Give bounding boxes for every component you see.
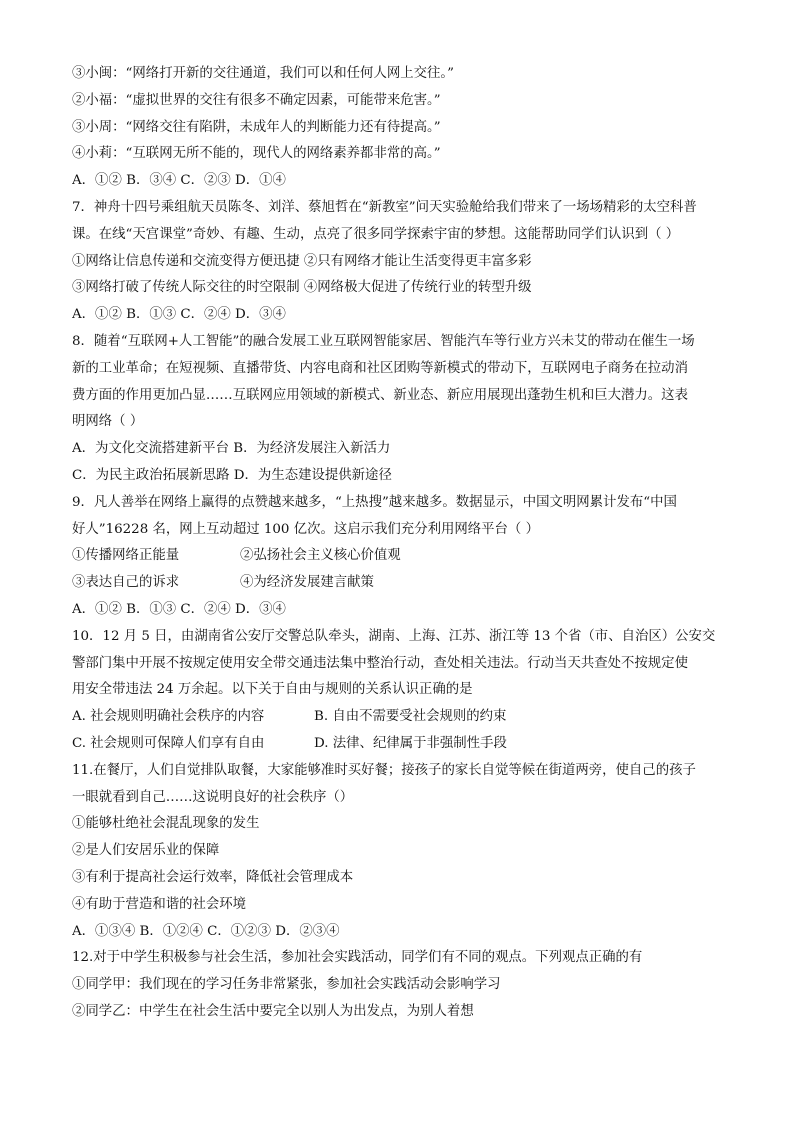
answer-options: A．①② B．③④ C．②③ D．①④ [72,173,286,189]
question-9-choice: ①传播网络正能量 [72,548,180,564]
answer-options: A．①② B．①③ C．②④ D．③④ [72,601,286,617]
question-9-choice: ④为经济发展建言献策 [240,575,374,591]
question-10-option: D. 法律、纪律属于非强制性手段 [314,735,507,751]
question-12-choice: ①同学甲：我们现在的学习任务非常紧张，参加社会实践活动会影响学习 [72,977,501,993]
question-9-choice: ③表达自己的诉求 [72,575,180,591]
question-11-stem: 一眼就看到自己……这说明良好的社会秩序（） [72,789,354,805]
question-11-choice: ④有助于营造和谐的社会环境 [72,896,247,912]
question-9-choice-row [72,543,732,570]
answer-options: A．①③④ B．①②④ C．①②③ D．②③④ [72,923,340,939]
answer-options: A．为文化交流搭建新平台 B．为经济发展注入新活力 [72,441,391,457]
question-10-stem: 10．12 月 5 日，由湖南省公安厅交警总队牵头，湖南、上海、江苏、浙江等 13 个省（市、自治区）公安交 [72,628,716,644]
question-11-choice: ②是人们安居乐业的保障 [72,843,220,859]
question-8-stem: 8．随着“互联网+人工智能”的融合发展工业互联网智能家居、智能汽车等行业方兴未艾的带动在催生一场 [72,333,695,349]
question-10-stem: 警部门集中开展不按规定使用安全带交通违法集中整治行动，查处相关违法。行动当天共查处不按规定使 [72,655,688,671]
question-7-stem: 7．神舟十四号乘组航天员陈冬、刘洋、蔡旭哲在“新教室”问天实验舱给我们带来了一场场精彩的太空科普 [72,199,697,215]
question-12-stem: 12.对于中学生积极参与社会生活，参加社会实践活动，同学们有不同的观点。下列观点正确的有 [72,950,643,966]
question-8-stem: 明网络（ ） [72,414,144,430]
question-9-stem: 好人”16228 名，网上互动超过 100 亿次。这启示我们充分利用网络平台（ ） [72,521,539,537]
question-8-stem: 新的工业革命；在短视频、直播带货、内容电商和社区团购等新模式的带动下，互联网电子商务在拉动消 [72,360,688,376]
question-7-stem: 课。在线“天宫课堂”奇妙、有趣、生动，点亮了很多同学探索宇宙的梦想。这能帮助同学们认识到（ ） [72,226,680,242]
question-10-option: C. 社会规则可保障人们享有自由 [72,735,265,751]
question-7-choice: ①网络让信息传递和交流变得方便迅捷 ②只有网络才能让生活变得更丰富多彩 [72,253,532,269]
question-text-block [72,61,732,1026]
question-10-option-row [72,731,732,758]
question-11-stem: 11.在餐厅，人们自觉排队取餐，大家能够准时买好餐；接孩子的家长自觉等候在街道两旁，使自己的孩子 [72,762,696,778]
text-line: ③小周：“网络交往有陷阱，未成年人的判断能力还有待提高。” [72,119,441,135]
text-line: ②小福：“虚拟世界的交往有很多不确定因素，可能带来危害。” [72,92,441,108]
question-10-option-row [72,704,732,731]
question-11-choice: ①能够杜绝社会混乱现象的发生 [72,816,260,832]
text-line: ③小闽：“网络打开新的交往通道，我们可以和任何人网上交往。” [72,66,454,81]
question-10-option: B. 自由不需要受社会规则的约束 [314,709,507,725]
question-7-choice: ③网络打破了传统人际交往的时空限制 ④网络极大促进了传统行业的转型升级 [72,280,532,296]
answer-options: C．为民主政治拓展新思路 D．为生态建设提供新途径 [72,467,392,483]
text-line: ④小莉：“互联网无所不能的，现代人的网络素养都非常的高。” [72,146,441,162]
question-9-stem: 9．凡人善举在网络上赢得的点赞越来越多，“上热搜”越来越多。数据显示，中国文明网累计发布“中国 [72,494,677,510]
question-9-choice: ②弘扬社会主义核心价值观 [240,548,401,564]
question-11-choice: ③有利于提高社会运行效率，降低社会管理成本 [72,869,354,885]
question-12-choice: ②同学乙：中学生在社会生活中要完全以别人为出发点，为别人着想 [72,1003,474,1019]
question-8-stem: 费方面的作用更加凸显……互联网应用领域的新模式、新业态、新应用展现出蓬勃生机和巨大潜力。这表 [72,387,688,403]
question-10-stem: 用安全带违法 24 万余起。以下关于自由与规则的关系认识正确的是 [72,682,473,698]
question-10-option: A. 社会规则明确社会秩序的内容 [72,709,265,725]
answer-options: A．①② B．①③ C．②④ D．③④ [72,307,286,323]
question-9-choice-row [72,570,732,597]
